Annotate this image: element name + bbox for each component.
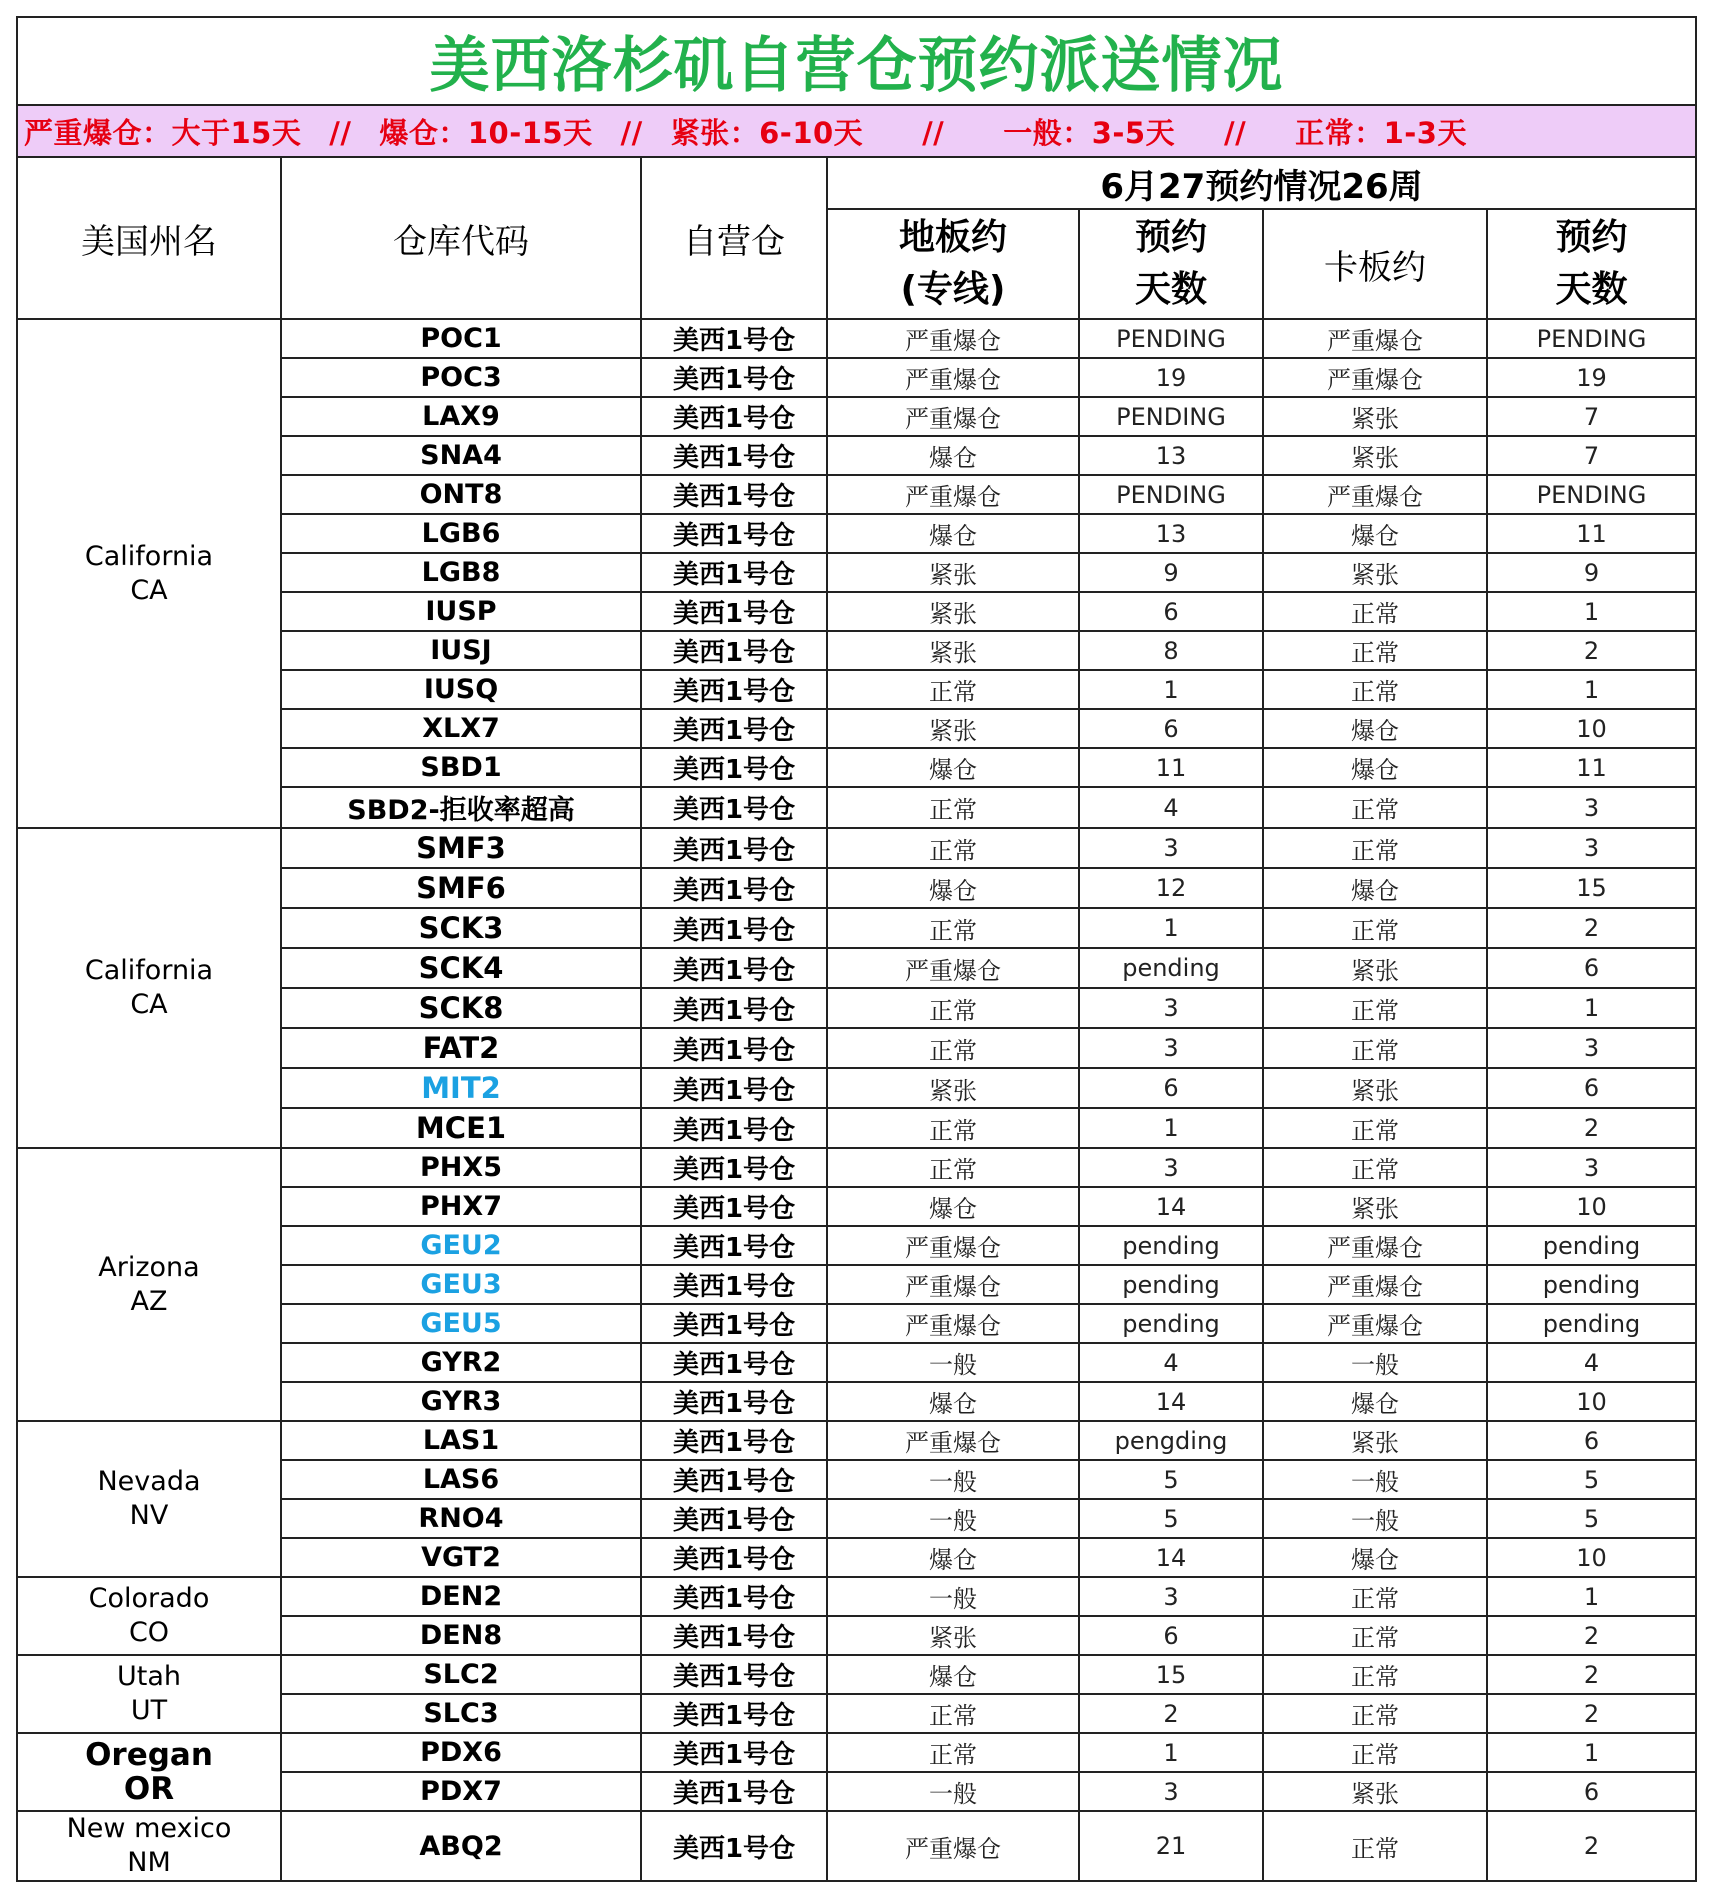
reservation-table bbox=[16, 16, 1697, 1882]
floor-status-cell: 正常 bbox=[827, 787, 1079, 828]
legend-separator: // bbox=[620, 115, 643, 150]
pallet-status-cell: 正常 bbox=[1263, 1108, 1487, 1148]
header-pallet: 卡板约 bbox=[1263, 209, 1487, 319]
warehouse-cell: 美西1号仓 bbox=[641, 1616, 827, 1655]
code-cell: SNA4 bbox=[281, 436, 641, 475]
floor-status-cell: 爆仓 bbox=[827, 868, 1079, 908]
pallet-status-cell: 紧张 bbox=[1263, 553, 1487, 592]
code-cell: SBD2-拒收率超高 bbox=[281, 787, 641, 828]
pallet-status-cell: 爆仓 bbox=[1263, 514, 1487, 553]
table-row bbox=[17, 1577, 1696, 1616]
floor-days-cell: 3 bbox=[1079, 1148, 1263, 1187]
pallet-status-cell: 正常 bbox=[1263, 1733, 1487, 1772]
pallet-days-cell: 4 bbox=[1487, 1343, 1696, 1382]
floor-status-cell: 爆仓 bbox=[827, 748, 1079, 787]
warehouse-cell: 美西1号仓 bbox=[641, 748, 827, 787]
header-days2-line1: 预约 bbox=[1555, 217, 1628, 258]
pallet-status-cell: 正常 bbox=[1263, 670, 1487, 709]
pallet-days-cell: 1 bbox=[1487, 670, 1696, 709]
table-row bbox=[17, 319, 1696, 358]
legend-item: 正常：1-3天 bbox=[1295, 115, 1467, 150]
code-cell: LAX9 bbox=[281, 397, 641, 436]
state-name: Oregan bbox=[85, 1737, 213, 1773]
pallet-status-cell: 正常 bbox=[1263, 828, 1487, 868]
code-cell: PDX6 bbox=[281, 1733, 641, 1772]
warehouse-cell: 美西1号仓 bbox=[641, 1108, 827, 1148]
state-cell bbox=[17, 319, 281, 828]
legend-item: 紧张：6-10天 bbox=[670, 115, 864, 150]
floor-days-cell: 6 bbox=[1079, 1616, 1263, 1655]
floor-status-cell: 爆仓 bbox=[827, 1538, 1079, 1577]
pallet-days-cell: 10 bbox=[1487, 1382, 1696, 1421]
legend-separator: // bbox=[329, 115, 352, 150]
floor-status-cell: 爆仓 bbox=[827, 1187, 1079, 1226]
code-cell: VGT2 bbox=[281, 1538, 641, 1577]
legend-item: 一般：3-5天 bbox=[1003, 115, 1176, 150]
code-cell: SMF6 bbox=[281, 868, 641, 908]
floor-status-cell: 严重爆仓 bbox=[827, 475, 1079, 514]
code-cell: MIT2 bbox=[281, 1068, 641, 1108]
floor-status-cell: 严重爆仓 bbox=[827, 1421, 1079, 1460]
pallet-status-cell: 严重爆仓 bbox=[1263, 1265, 1487, 1304]
pallet-days-cell: 5 bbox=[1487, 1499, 1696, 1538]
floor-days-cell: 12 bbox=[1079, 868, 1263, 908]
legend-item: 爆仓：10-15天 bbox=[379, 115, 593, 150]
pallet-status-cell: 爆仓 bbox=[1263, 868, 1487, 908]
pallet-status-cell: 正常 bbox=[1263, 1577, 1487, 1616]
state-abbr: AZ bbox=[130, 1285, 168, 1317]
floor-days-cell: 5 bbox=[1079, 1499, 1263, 1538]
state-abbr: UT bbox=[130, 1695, 168, 1726]
floor-days-cell: 1 bbox=[1079, 1733, 1263, 1772]
pallet-status-cell: 爆仓 bbox=[1263, 748, 1487, 787]
header-floor-days bbox=[1079, 209, 1263, 319]
floor-status-cell: 严重爆仓 bbox=[827, 319, 1079, 358]
floor-days-cell: 3 bbox=[1079, 828, 1263, 868]
state-abbr: CO bbox=[128, 1617, 170, 1648]
floor-days-cell: PENDING bbox=[1079, 319, 1263, 358]
table-row bbox=[17, 1811, 1696, 1881]
floor-days-cell: 13 bbox=[1079, 436, 1263, 475]
floor-days-cell: 6 bbox=[1079, 1068, 1263, 1108]
legend-separator: // bbox=[922, 115, 945, 150]
warehouse-cell: 美西1号仓 bbox=[641, 553, 827, 592]
header-group: 6月27预约情况26周 bbox=[827, 157, 1696, 209]
code-cell: LGB8 bbox=[281, 553, 641, 592]
floor-status-cell: 紧张 bbox=[827, 709, 1079, 748]
floor-status-cell: 正常 bbox=[827, 1733, 1079, 1772]
warehouse-cell: 美西1号仓 bbox=[641, 1811, 827, 1881]
warehouse-cell: 美西1号仓 bbox=[641, 1382, 827, 1421]
floor-status-cell: 爆仓 bbox=[827, 514, 1079, 553]
warehouse-cell: 美西1号仓 bbox=[641, 948, 827, 988]
code-cell: IUSP bbox=[281, 592, 641, 631]
warehouse-cell: 美西1号仓 bbox=[641, 1733, 827, 1772]
floor-status-cell: 紧张 bbox=[827, 1068, 1079, 1108]
code-cell: MCE1 bbox=[281, 1108, 641, 1148]
warehouse-cell: 美西1号仓 bbox=[641, 436, 827, 475]
warehouse-cell: 美西1号仓 bbox=[641, 1577, 827, 1616]
floor-days-cell: PENDING bbox=[1079, 397, 1263, 436]
code-cell: ABQ2 bbox=[281, 1811, 641, 1881]
floor-days-cell: PENDING bbox=[1079, 475, 1263, 514]
floor-days-cell: 3 bbox=[1079, 1028, 1263, 1068]
code-cell: PHX5 bbox=[281, 1148, 641, 1187]
pallet-days-cell: pending bbox=[1487, 1304, 1696, 1343]
pallet-days-cell: 2 bbox=[1487, 1811, 1696, 1881]
code-cell: LGB6 bbox=[281, 514, 641, 553]
warehouse-cell: 美西1号仓 bbox=[641, 1148, 827, 1187]
state-abbr: NM bbox=[127, 1847, 171, 1878]
floor-status-cell: 正常 bbox=[827, 1694, 1079, 1733]
state-name: Nevada bbox=[97, 1466, 201, 1497]
floor-status-cell: 正常 bbox=[827, 828, 1079, 868]
pallet-status-cell: 正常 bbox=[1263, 908, 1487, 948]
floor-days-cell: pending bbox=[1079, 948, 1263, 988]
floor-days-cell: 4 bbox=[1079, 1343, 1263, 1382]
pallet-days-cell: 6 bbox=[1487, 1068, 1696, 1108]
warehouse-cell: 美西1号仓 bbox=[641, 1304, 827, 1343]
floor-status-cell: 严重爆仓 bbox=[827, 1811, 1079, 1881]
floor-days-cell: 14 bbox=[1079, 1538, 1263, 1577]
code-cell: POC1 bbox=[281, 319, 641, 358]
pallet-days-cell: 1 bbox=[1487, 988, 1696, 1028]
pallet-status-cell: 正常 bbox=[1263, 631, 1487, 670]
warehouse-cell: 美西1号仓 bbox=[641, 358, 827, 397]
warehouse-cell: 美西1号仓 bbox=[641, 828, 827, 868]
code-cell: GEU5 bbox=[281, 1304, 641, 1343]
warehouse-cell: 美西1号仓 bbox=[641, 1343, 827, 1382]
header-code: 仓库代码 bbox=[281, 157, 641, 319]
pallet-days-cell: 3 bbox=[1487, 787, 1696, 828]
warehouse-cell: 美西1号仓 bbox=[641, 397, 827, 436]
table-row bbox=[17, 1655, 1696, 1694]
pallet-status-cell: 正常 bbox=[1263, 1616, 1487, 1655]
code-cell: LAS1 bbox=[281, 1421, 641, 1460]
code-cell: GEU2 bbox=[281, 1226, 641, 1265]
pallet-days-cell: 10 bbox=[1487, 709, 1696, 748]
floor-status-cell: 紧张 bbox=[827, 1616, 1079, 1655]
table-body bbox=[17, 319, 1696, 1881]
pallet-status-cell: 紧张 bbox=[1263, 1772, 1487, 1811]
state-name: Colorado bbox=[88, 1583, 210, 1614]
state-cell bbox=[17, 1148, 281, 1421]
state-name: California bbox=[84, 955, 214, 986]
warehouse-cell: 美西1号仓 bbox=[641, 1772, 827, 1811]
code-cell: PHX7 bbox=[281, 1187, 641, 1226]
state-name: New mexico bbox=[66, 1813, 232, 1844]
code-cell: GYR3 bbox=[281, 1382, 641, 1421]
floor-days-cell: 19 bbox=[1079, 358, 1263, 397]
floor-status-cell: 严重爆仓 bbox=[827, 1226, 1079, 1265]
warehouse-cell: 美西1号仓 bbox=[641, 1694, 827, 1733]
warehouse-cell: 美西1号仓 bbox=[641, 1265, 827, 1304]
warehouse-cell: 美西1号仓 bbox=[641, 908, 827, 948]
floor-status-cell: 爆仓 bbox=[827, 1655, 1079, 1694]
pallet-days-cell: 3 bbox=[1487, 828, 1696, 868]
state-name: California bbox=[84, 540, 214, 572]
code-cell: IUSJ bbox=[281, 631, 641, 670]
warehouse-cell: 美西1号仓 bbox=[641, 1655, 827, 1694]
code-cell: SBD1 bbox=[281, 748, 641, 787]
pallet-status-cell: 正常 bbox=[1263, 787, 1487, 828]
warehouse-cell: 美西1号仓 bbox=[641, 475, 827, 514]
pallet-days-cell: 7 bbox=[1487, 397, 1696, 436]
pallet-status-cell: 紧张 bbox=[1263, 397, 1487, 436]
header-floor bbox=[827, 209, 1079, 319]
pallet-days-cell: 15 bbox=[1487, 868, 1696, 908]
pallet-status-cell: 严重爆仓 bbox=[1263, 475, 1487, 514]
floor-status-cell: 爆仓 bbox=[827, 436, 1079, 475]
pallet-status-cell: 正常 bbox=[1263, 1028, 1487, 1068]
header-floor-line1: 地板约 bbox=[898, 217, 1007, 258]
floor-days-cell: 11 bbox=[1079, 748, 1263, 787]
floor-status-cell: 正常 bbox=[827, 670, 1079, 709]
code-cell: DEN8 bbox=[281, 1616, 641, 1655]
state-cell bbox=[17, 828, 281, 1148]
state-name: Utah bbox=[116, 1661, 181, 1692]
warehouse-cell: 美西1号仓 bbox=[641, 1226, 827, 1265]
warehouse-cell: 美西1号仓 bbox=[641, 319, 827, 358]
floor-days-cell: 5 bbox=[1079, 1460, 1263, 1499]
pallet-status-cell: 紧张 bbox=[1263, 948, 1487, 988]
header-days2-line2: 天数 bbox=[1555, 269, 1628, 310]
floor-status-cell: 正常 bbox=[827, 1028, 1079, 1068]
status-legend bbox=[17, 105, 1696, 157]
floor-status-cell: 正常 bbox=[827, 1148, 1079, 1187]
floor-status-cell: 紧张 bbox=[827, 592, 1079, 631]
warehouse-cell: 美西1号仓 bbox=[641, 787, 827, 828]
state-abbr: CA bbox=[130, 574, 168, 606]
pallet-status-cell: 正常 bbox=[1263, 1148, 1487, 1187]
table-row bbox=[17, 1421, 1696, 1460]
warehouse-cell: 美西1号仓 bbox=[641, 670, 827, 709]
pallet-days-cell: 5 bbox=[1487, 1460, 1696, 1499]
floor-days-cell: 8 bbox=[1079, 631, 1263, 670]
legend-separator: // bbox=[1224, 115, 1247, 150]
code-cell: GEU3 bbox=[281, 1265, 641, 1304]
pallet-status-cell: 紧张 bbox=[1263, 1421, 1487, 1460]
code-cell: PDX7 bbox=[281, 1772, 641, 1811]
pallet-days-cell: PENDING bbox=[1487, 475, 1696, 514]
floor-days-cell: 4 bbox=[1079, 787, 1263, 828]
warehouse-cell: 美西1号仓 bbox=[641, 514, 827, 553]
pallet-status-cell: 爆仓 bbox=[1263, 1382, 1487, 1421]
floor-status-cell: 一般 bbox=[827, 1499, 1079, 1538]
header-floor-line2: (专线) bbox=[900, 269, 1006, 310]
pallet-status-cell: 爆仓 bbox=[1263, 1538, 1487, 1577]
floor-status-cell: 一般 bbox=[827, 1577, 1079, 1616]
table-row bbox=[17, 1733, 1696, 1772]
pallet-status-cell: 严重爆仓 bbox=[1263, 1304, 1487, 1343]
pallet-days-cell: pending bbox=[1487, 1226, 1696, 1265]
warehouse-cell: 美西1号仓 bbox=[641, 1460, 827, 1499]
pallet-days-cell: PENDING bbox=[1487, 319, 1696, 358]
floor-status-cell: 严重爆仓 bbox=[827, 1265, 1079, 1304]
pallet-days-cell: 2 bbox=[1487, 1108, 1696, 1148]
warehouse-cell: 美西1号仓 bbox=[641, 1028, 827, 1068]
pallet-days-cell: 11 bbox=[1487, 748, 1696, 787]
pallet-status-cell: 一般 bbox=[1263, 1343, 1487, 1382]
pallet-days-cell: 1 bbox=[1487, 1733, 1696, 1772]
floor-days-cell: 9 bbox=[1079, 553, 1263, 592]
reservation-sheet bbox=[16, 16, 1695, 1882]
code-cell: XLX7 bbox=[281, 709, 641, 748]
floor-days-cell: pending bbox=[1079, 1265, 1263, 1304]
floor-days-cell: 3 bbox=[1079, 1772, 1263, 1811]
code-cell: SCK8 bbox=[281, 988, 641, 1028]
code-cell: GYR2 bbox=[281, 1343, 641, 1382]
pallet-days-cell: 2 bbox=[1487, 1616, 1696, 1655]
floor-days-cell: 6 bbox=[1079, 709, 1263, 748]
pallet-status-cell: 紧张 bbox=[1263, 436, 1487, 475]
pallet-days-cell: 6 bbox=[1487, 1421, 1696, 1460]
pallet-status-cell: 严重爆仓 bbox=[1263, 358, 1487, 397]
floor-days-cell: pending bbox=[1079, 1304, 1263, 1343]
floor-days-cell: 3 bbox=[1079, 988, 1263, 1028]
state-cell bbox=[17, 1655, 281, 1733]
pallet-days-cell: 11 bbox=[1487, 514, 1696, 553]
page-title: 美西洛杉矶自营仓预约派送情况 bbox=[17, 17, 1696, 105]
state-abbr: NV bbox=[129, 1500, 169, 1531]
code-cell: SLC2 bbox=[281, 1655, 641, 1694]
code-cell: SCK3 bbox=[281, 908, 641, 948]
code-cell: LAS6 bbox=[281, 1460, 641, 1499]
warehouse-cell: 美西1号仓 bbox=[641, 988, 827, 1028]
floor-days-cell: pending bbox=[1079, 1226, 1263, 1265]
floor-status-cell: 正常 bbox=[827, 1108, 1079, 1148]
table-row bbox=[17, 828, 1696, 868]
floor-days-cell: 15 bbox=[1079, 1655, 1263, 1694]
floor-days-cell: 6 bbox=[1079, 592, 1263, 631]
pallet-days-cell: 7 bbox=[1487, 436, 1696, 475]
floor-status-cell: 一般 bbox=[827, 1343, 1079, 1382]
pallet-status-cell: 正常 bbox=[1263, 1655, 1487, 1694]
pallet-days-cell: 2 bbox=[1487, 631, 1696, 670]
pallet-status-cell: 紧张 bbox=[1263, 1187, 1487, 1226]
warehouse-cell: 美西1号仓 bbox=[641, 1187, 827, 1226]
floor-days-cell: pengding bbox=[1079, 1421, 1263, 1460]
code-cell: SLC3 bbox=[281, 1694, 641, 1733]
pallet-status-cell: 严重爆仓 bbox=[1263, 319, 1487, 358]
pallet-days-cell: 6 bbox=[1487, 1772, 1696, 1811]
pallet-days-cell: 1 bbox=[1487, 1577, 1696, 1616]
code-cell: POC3 bbox=[281, 358, 641, 397]
floor-status-cell: 一般 bbox=[827, 1772, 1079, 1811]
floor-days-cell: 1 bbox=[1079, 670, 1263, 709]
code-cell: SMF3 bbox=[281, 828, 641, 868]
warehouse-cell: 美西1号仓 bbox=[641, 631, 827, 670]
warehouse-cell: 美西1号仓 bbox=[641, 592, 827, 631]
floor-days-cell: 1 bbox=[1079, 1108, 1263, 1148]
floor-status-cell: 严重爆仓 bbox=[827, 397, 1079, 436]
floor-status-cell: 一般 bbox=[827, 1460, 1079, 1499]
pallet-status-cell: 一般 bbox=[1263, 1460, 1487, 1499]
floor-days-cell: 1 bbox=[1079, 908, 1263, 948]
state-abbr: OR bbox=[123, 1771, 175, 1807]
floor-status-cell: 爆仓 bbox=[827, 1382, 1079, 1421]
header-warehouse: 自营仓 bbox=[641, 157, 827, 319]
pallet-days-cell: 10 bbox=[1487, 1187, 1696, 1226]
pallet-status-cell: 爆仓 bbox=[1263, 709, 1487, 748]
header-days-line2: 天数 bbox=[1134, 269, 1207, 310]
state-cell bbox=[17, 1577, 281, 1655]
pallet-status-cell: 一般 bbox=[1263, 1499, 1487, 1538]
state-abbr: CA bbox=[130, 989, 168, 1020]
pallet-days-cell: pending bbox=[1487, 1265, 1696, 1304]
warehouse-cell: 美西1号仓 bbox=[641, 1538, 827, 1577]
warehouse-cell: 美西1号仓 bbox=[641, 1421, 827, 1460]
legend-item: 严重爆仓：大于15天 bbox=[24, 115, 302, 150]
state-name: Arizona bbox=[98, 1251, 200, 1283]
state-cell bbox=[17, 1421, 281, 1577]
pallet-days-cell: 6 bbox=[1487, 948, 1696, 988]
floor-days-cell: 2 bbox=[1079, 1694, 1263, 1733]
pallet-days-cell: 3 bbox=[1487, 1148, 1696, 1187]
floor-status-cell: 严重爆仓 bbox=[827, 358, 1079, 397]
pallet-days-cell: 2 bbox=[1487, 1694, 1696, 1733]
pallet-status-cell: 严重爆仓 bbox=[1263, 1226, 1487, 1265]
floor-days-cell: 21 bbox=[1079, 1811, 1263, 1881]
warehouse-cell: 美西1号仓 bbox=[641, 709, 827, 748]
pallet-status-cell: 紧张 bbox=[1263, 1068, 1487, 1108]
floor-status-cell: 紧张 bbox=[827, 553, 1079, 592]
floor-status-cell: 严重爆仓 bbox=[827, 1304, 1079, 1343]
pallet-days-cell: 10 bbox=[1487, 1538, 1696, 1577]
code-cell: RNO4 bbox=[281, 1499, 641, 1538]
pallet-status-cell: 正常 bbox=[1263, 592, 1487, 631]
code-cell: DEN2 bbox=[281, 1577, 641, 1616]
pallet-days-cell: 9 bbox=[1487, 553, 1696, 592]
floor-status-cell: 正常 bbox=[827, 908, 1079, 948]
pallet-status-cell: 正常 bbox=[1263, 988, 1487, 1028]
code-cell: SCK4 bbox=[281, 948, 641, 988]
floor-days-cell: 14 bbox=[1079, 1382, 1263, 1421]
pallet-days-cell: 2 bbox=[1487, 908, 1696, 948]
pallet-days-cell: 1 bbox=[1487, 592, 1696, 631]
header-pallet-days bbox=[1487, 209, 1696, 319]
warehouse-cell: 美西1号仓 bbox=[641, 868, 827, 908]
floor-days-cell: 13 bbox=[1079, 514, 1263, 553]
pallet-status-cell: 正常 bbox=[1263, 1694, 1487, 1733]
warehouse-cell: 美西1号仓 bbox=[641, 1068, 827, 1108]
state-cell bbox=[17, 1811, 281, 1881]
pallet-days-cell: 19 bbox=[1487, 358, 1696, 397]
header-days-line1: 预约 bbox=[1134, 217, 1207, 258]
warehouse-cell: 美西1号仓 bbox=[641, 1499, 827, 1538]
floor-status-cell: 严重爆仓 bbox=[827, 948, 1079, 988]
floor-status-cell: 正常 bbox=[827, 988, 1079, 1028]
pallet-days-cell: 2 bbox=[1487, 1655, 1696, 1694]
pallet-days-cell: 3 bbox=[1487, 1028, 1696, 1068]
pallet-status-cell: 正常 bbox=[1263, 1811, 1487, 1881]
code-cell: IUSQ bbox=[281, 670, 641, 709]
code-cell: FAT2 bbox=[281, 1028, 641, 1068]
floor-days-cell: 14 bbox=[1079, 1187, 1263, 1226]
code-cell: ONT8 bbox=[281, 475, 641, 514]
floor-days-cell: 3 bbox=[1079, 1577, 1263, 1616]
state-cell bbox=[17, 1733, 281, 1811]
table-row bbox=[17, 1148, 1696, 1187]
header-state: 美国州名 bbox=[17, 157, 281, 319]
floor-status-cell: 紧张 bbox=[827, 631, 1079, 670]
